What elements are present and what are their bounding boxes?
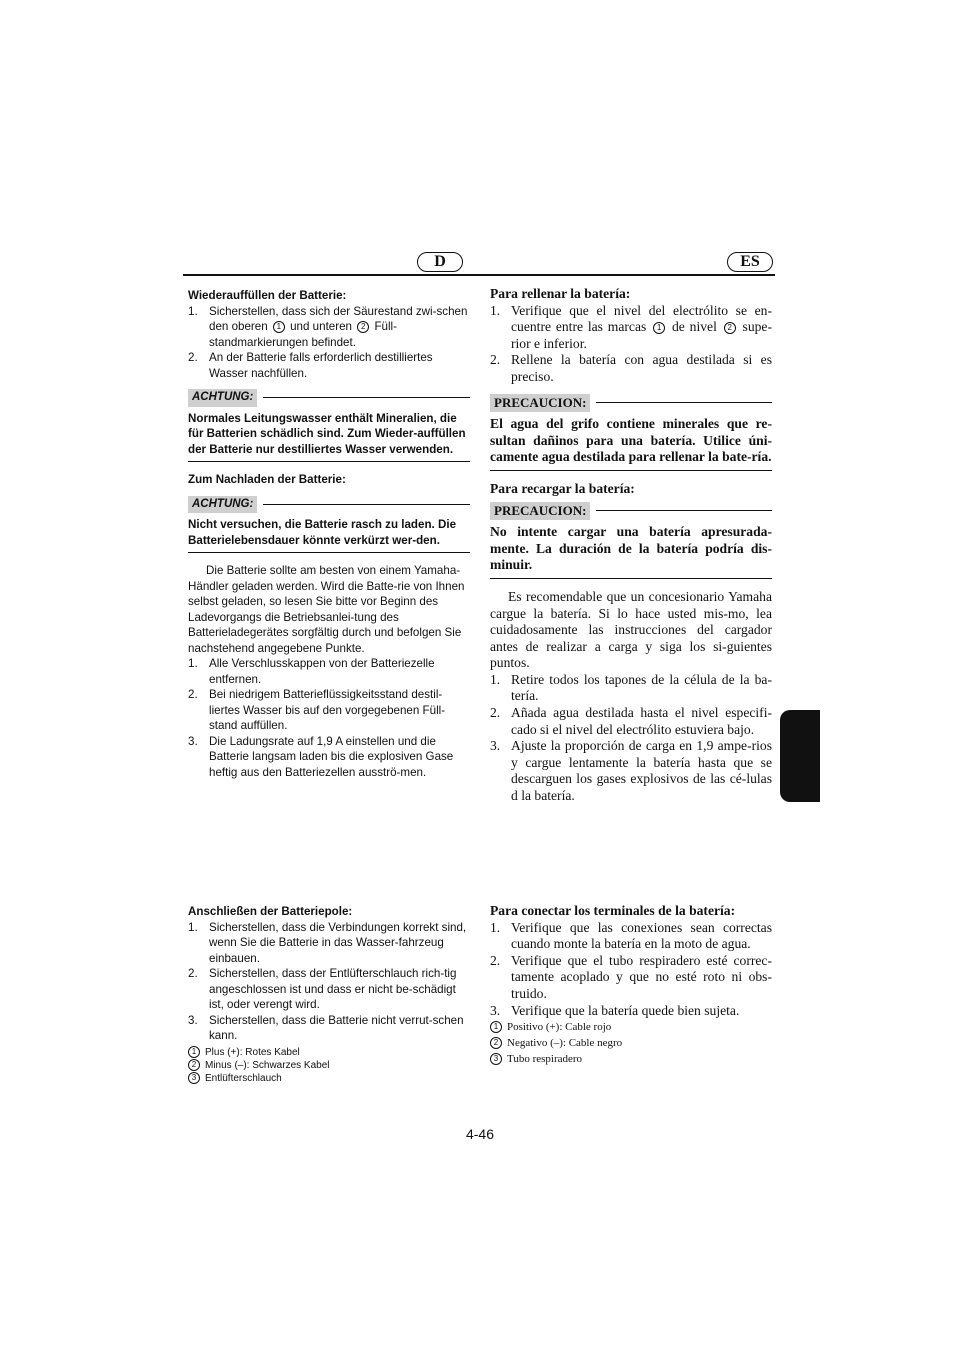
german-column-lower bbox=[188, 904, 470, 1085]
caution-label: ACHTUNG: bbox=[188, 389, 257, 407]
section-heading: Zum Nachladen der Batterie: bbox=[188, 473, 346, 486]
header-rule bbox=[183, 274, 775, 276]
callout-marker: 1 bbox=[653, 322, 665, 334]
page-number: 4-46 bbox=[465, 1126, 495, 1142]
list-item: 1. Retire todos los tapones de la célula de la ba-tería. bbox=[490, 671, 772, 704]
caution-text: Nicht versuchen, die Batterie rasch zu laden. Die Batterielebensdauer könnte verkürzt wer-den. bbox=[188, 518, 457, 547]
caution-label: ACHTUNG: bbox=[188, 496, 257, 514]
list-item: 2. Sicherstellen, dass der Entlüfterschlauch rich-tig angeschlossen ist und dass er nicht be-schädigt ist, oder verengt wird. bbox=[188, 967, 457, 1011]
list-item: 1. Sicherstellen, dass sich der Säurestand zwi-schen den oberen 1 und unteren 2 Füll-standmarkierungen befindet. bbox=[188, 304, 468, 349]
german-column-upper bbox=[188, 288, 470, 780]
list-item: 1. Sicherstellen, dass die Verbindungen korrekt sind, wenn Sie die Batterie in das Wasser-fahrzeug einbauen. bbox=[188, 920, 467, 965]
callout-marker: 3 bbox=[490, 1053, 502, 1065]
list-item: 2. An der Batterie falls erforderlich destilliertes Wasser nachfüllen. bbox=[188, 351, 433, 380]
caution-header bbox=[188, 389, 470, 407]
caution-header bbox=[490, 502, 772, 521]
chapter-tab bbox=[780, 710, 820, 802]
list-item: 1. Verifique que las conexiones sean correctas cuando monte la batería en la moto de agua. bbox=[490, 919, 772, 952]
list-item: 2. Añada agua destilada hasta el nivel especifi-cado si el nivel del electrólito estuviera bajo. bbox=[490, 705, 772, 737]
section-heading: Para rellenar la batería: bbox=[490, 286, 631, 301]
spanish-column-upper bbox=[490, 286, 772, 805]
section-heading: Wiederauffüllen der Batterie: bbox=[188, 289, 347, 302]
callout-marker: 1 bbox=[188, 1046, 200, 1058]
list-item: 3. Die Ladungsrate auf 1,9 A einstellen und die Batterie langsam laden bis die explosiven Gase heftig aus den Batteriezellen ausströ-men. bbox=[188, 734, 454, 779]
list-item: 3. Verifique que la batería quede bien sujeta. bbox=[490, 1002, 740, 1018]
section-heading: Para conectar los terminales de la batería: bbox=[490, 903, 736, 918]
section-heading: Anschließen der Batteriepole: bbox=[188, 905, 353, 918]
legend-item: 2 Minus (–): Schwarzes Kabel bbox=[188, 1059, 470, 1072]
legend-item: 3 Entlüfterschlauch bbox=[188, 1072, 470, 1085]
callout-marker: 2 bbox=[188, 1059, 200, 1071]
spanish-column-lower bbox=[490, 903, 772, 1067]
caution-rule bbox=[188, 552, 470, 553]
callout-marker: 1 bbox=[490, 1021, 502, 1033]
callout-marker: 3 bbox=[188, 1072, 200, 1084]
list-item: 2. Rellene la batería con agua destilada si es preciso. bbox=[490, 352, 772, 384]
caution-text: El agua del grifo contiene minerales que re-sultan dañinos para una batería. Utilice úni-camente agua destilada para rellenar la bate-ría. bbox=[490, 416, 772, 465]
list-item: 1. Alle Verschlusskappen von der Batteriezelle entfernen. bbox=[188, 657, 435, 686]
caution-rule bbox=[490, 470, 772, 471]
language-code: D bbox=[434, 253, 446, 270]
caution-text: Normales Leitungswasser enthält Mineralien, die für Batterien schädlich sind. Zum Wieder-auffüllen der Batterie nur destilliertes Wasser verwenden. bbox=[188, 411, 466, 456]
list-item: 3. Ajuste la proporción de carga en 1,9 ampe-rios y cargue lentamente la batería hasta que se descarguen los gases explosivos de las cé-lulas d la batería. bbox=[490, 738, 772, 804]
section-heading: Para recargar la batería: bbox=[490, 480, 635, 496]
figure-legend bbox=[188, 1046, 470, 1085]
list-item: 1. Verifique que el nivel del electrólito se en-cuentre entre las marcas 1 de nivel 2 supe-rior e inferior. bbox=[490, 302, 772, 351]
caution-rule bbox=[490, 578, 772, 579]
language-badge-spanish bbox=[727, 252, 773, 272]
legend-item: 2 Negativo (–): Cable negro bbox=[490, 1035, 772, 1051]
figure-legend bbox=[490, 1019, 772, 1067]
caution-label: PRECAUCION: bbox=[490, 394, 590, 413]
caution-header bbox=[490, 394, 772, 413]
body-paragraph: Die Batterie sollte am besten von einem Yamaha-Händler geladen werden. Wird die Batte-rie von Ihnen selbst geladen, so lesen Sie bitte vor Beginn des Ladevorgangs die Betriebsanlei-tung des Batterieladegerätes sorgfältig durch und befolgen Sie nachstehend angegebene Punkte. bbox=[188, 564, 465, 655]
body-paragraph: Es recomendable que un concesionario Yamaha cargue la batería. Si lo hace usted mis-mo, lea cuidadosamente las instrucciones del cargador antes de realizar a carga y siga los si-guientes puntos. bbox=[490, 588, 772, 671]
language-code: ES bbox=[740, 253, 760, 270]
caution-label: PRECAUCION: bbox=[490, 502, 590, 521]
caution-rule bbox=[188, 461, 470, 462]
legend-item: 1 Positivo (+): Cable rojo bbox=[490, 1019, 772, 1035]
language-badge-german bbox=[417, 252, 463, 272]
legend-item: 1 Plus (+): Rotes Kabel bbox=[188, 1046, 470, 1059]
callout-marker: 2 bbox=[724, 322, 736, 334]
list-item: 3. Sicherstellen, dass die Batterie nicht verrut-schen kann. bbox=[188, 1013, 464, 1042]
list-item: 2. Bei niedrigem Batterieflüssigkeitsstand destil-liertes Wasser bis auf den vorgegebenen Füll-stand auffüllen. bbox=[188, 688, 446, 732]
callout-marker: 2 bbox=[490, 1037, 502, 1049]
callout-marker: 2 bbox=[357, 321, 369, 333]
caution-text: No intente cargar una batería apresurada-mente. La duración de la batería podría dis-minuir. bbox=[490, 524, 772, 573]
legend-item: 3 Tubo respiradero bbox=[490, 1051, 772, 1067]
list-item: 2. Verifique que el tubo respiradero esté correc-tamente acoplado y que no esté roto ni obs-truido. bbox=[490, 952, 772, 1001]
caution-header bbox=[188, 496, 470, 514]
callout-marker: 1 bbox=[273, 321, 285, 333]
